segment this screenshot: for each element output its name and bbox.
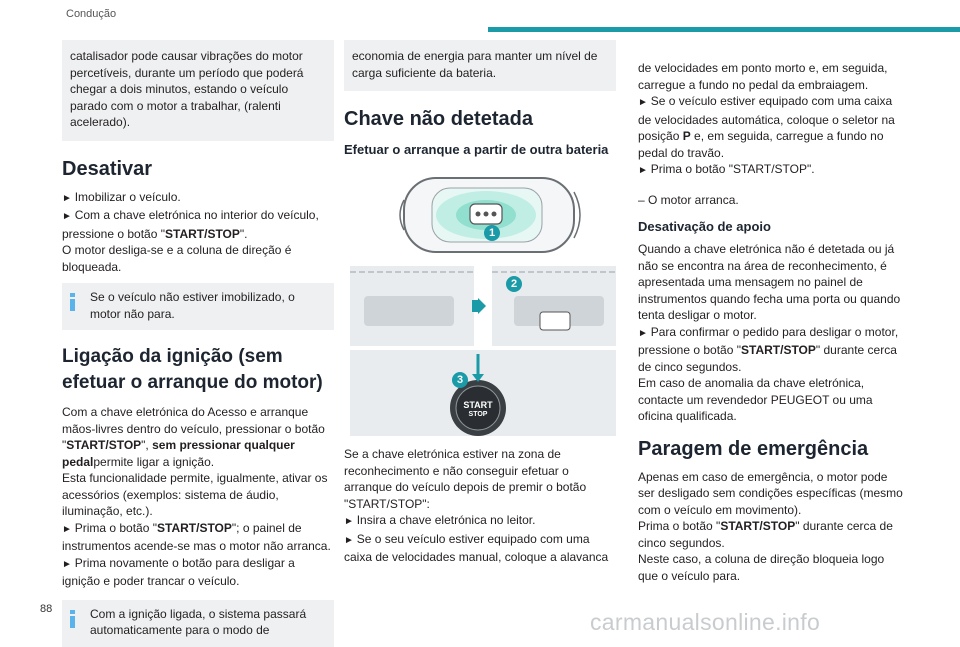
column-1 <box>62 40 334 647</box>
step-press-again: ► Prima novamente o botão para desligar a ignição e poder trancar o veículo. <box>62 555 295 588</box>
car-top-view-illustration <box>344 170 616 260</box>
step-press-start-stop: ► Prima o botão "START/STOP". <box>638 162 815 176</box>
step-insert-key: ► Insira a chave eletrónica no leitor. <box>344 513 536 527</box>
header-accent-bar <box>488 27 960 32</box>
arrow-bullet-icon: ► <box>344 516 357 527</box>
column-2 <box>344 40 616 566</box>
arrow-bullet-icon: ► <box>62 211 75 222</box>
column-3 <box>638 40 906 584</box>
car-top-view-icon <box>344 170 616 260</box>
note-text: Se o veículo não estiver imobilizado, o motor não para. <box>90 290 295 321</box>
engine-starts-result: – O motor arranca. <box>638 192 739 207</box>
step-press-start-stop: ► Com a chave eletrónica no interior do veículo, pressione o botão "START/STOP". <box>62 208 319 241</box>
running-header: Condução <box>66 8 117 20</box>
emergency-paragraph: Apenas em caso de emergência, o motor pode ser desligado sem condições específicas (mesmo com o veículo em movimento). <box>638 469 903 517</box>
note-text: economia de energia para manter um nível de carga suficiente da bateria. <box>352 49 598 80</box>
arrow-bullet-icon: ► <box>638 327 651 339</box>
ligacao-functionality: Esta funcionalidade permite, igualmente, ativar os acessórios (exemplos: sistema de áudio, iluminação, etc.). <box>62 471 328 518</box>
note-text: Com a ignição ligada, o sistema passará automaticamente para o modo de <box>90 606 307 637</box>
heading-desativacao-apoio: Desativação de apoio <box>638 219 771 234</box>
heading-ligacao-ignicao: Ligação da ignição (sem efetuar o arranque do motor) <box>62 346 323 393</box>
arrow-bullet-icon: ► <box>62 558 75 570</box>
emergency-result: Neste caso, a coluna de direção bloqueia logo que o veículo para. <box>638 552 885 583</box>
page-number: 88 <box>40 603 53 615</box>
step-manual-gearbox: ► Se o seu veículo estiver equipado com uma caixa de velocidades manual, coloque a alavanca <box>344 531 609 564</box>
step-immobilize: ► Imobilizar o veículo. <box>62 189 181 204</box>
info-note-not-immobilized <box>62 283 334 330</box>
desativar-result: O motor desliga-se e a coluna de direção é bloqueada. <box>62 243 292 274</box>
step-badge-2: 2 <box>506 276 522 292</box>
key-reader-illustration <box>344 266 616 346</box>
heading-paragem-emergencia: Paragem de emergência <box>638 437 869 460</box>
anomaly-paragraph: Em caso de anomalia da chave eletrónica, contacte um revendedor PEUGEOT ou uma oficina qualificada. <box>638 376 873 423</box>
start-label: START <box>463 400 493 410</box>
chave-paragraph: Se a chave eletrónica estiver na zona de reconhecimento e não conseguir efetuar o arranque do veículo depois de premir o botão "START/STOP": <box>344 447 587 511</box>
info-icon <box>70 610 75 628</box>
info-icon <box>70 293 75 311</box>
step-confirm-shutdown: ► Para confirmar o pedido para desligar o motor, pressione o botão "START/STOP" durante cerca de cinco segundos. <box>638 324 899 374</box>
note-continued <box>344 40 616 91</box>
start-stop-button-illustration <box>344 350 616 436</box>
key-reader-icon <box>344 266 616 346</box>
emergency-press: Prima o botão "START/STOP" durante cerca de cinco segundos. <box>638 519 893 550</box>
arrow-bullet-icon: ► <box>62 523 75 535</box>
note-continued <box>62 40 334 141</box>
info-note-energy-saving <box>62 600 334 647</box>
note-text: catalisador pode causar vibrações do motor percetíveis, durante um período que poderá chegar a dois minutos, estando o veículo parado com o motor a trabalhar, (ralenti acelerado). <box>70 49 304 129</box>
arrow-bullet-icon: ► <box>638 97 651 108</box>
stop-label: STOP <box>468 411 488 418</box>
arrow-bullet-icon: ► <box>62 192 75 204</box>
desativacao-paragraph: Quando a chave eletrónica não é detetada ou já não se encontra na área de reconhecimento, é apresentada uma mensagem no painel de instrumentos quando fecha uma porta ou quando tenta desligar o motor. <box>638 242 901 322</box>
arrow-bullet-icon: ► <box>638 165 651 176</box>
step-badge-3: 3 <box>452 372 468 388</box>
heading-efetuar-arranque: Efetuar o arranque a partir de outra bateria <box>344 142 609 157</box>
step-badge-1: 1 <box>484 225 500 241</box>
step-automatic-gearbox: ► Se o veículo estiver equipado com uma caixa de velocidades automática, coloque o seletor na posição P e, em seguida, carregue a fundo no pedal do travão. <box>638 94 895 160</box>
watermark: carmanualsonline.info <box>590 609 821 635</box>
ligacao-paragraph: Com a chave eletrónica do Acesso e arranque mãos-livres dentro do veículo, pressionar o botão "START/STOP", sem pressionar qualquer pedalpermite ligar a ignição. <box>62 405 325 469</box>
heading-chave-nao-detetada: Chave não detetada <box>344 108 533 130</box>
step-press-start-stop: ► Prima o botão "START/STOP"; o painel de instrumentos acende-se mas o motor não arranca. <box>62 520 331 553</box>
heading-desativar: Desativar <box>62 157 153 180</box>
gearbox-continued: de velocidades em ponto morto e, em seguida, carregue a fundo no pedal da embraiagem. <box>638 61 888 92</box>
start-stop-button-icon <box>344 350 616 436</box>
arrow-bullet-icon: ► <box>344 534 357 546</box>
